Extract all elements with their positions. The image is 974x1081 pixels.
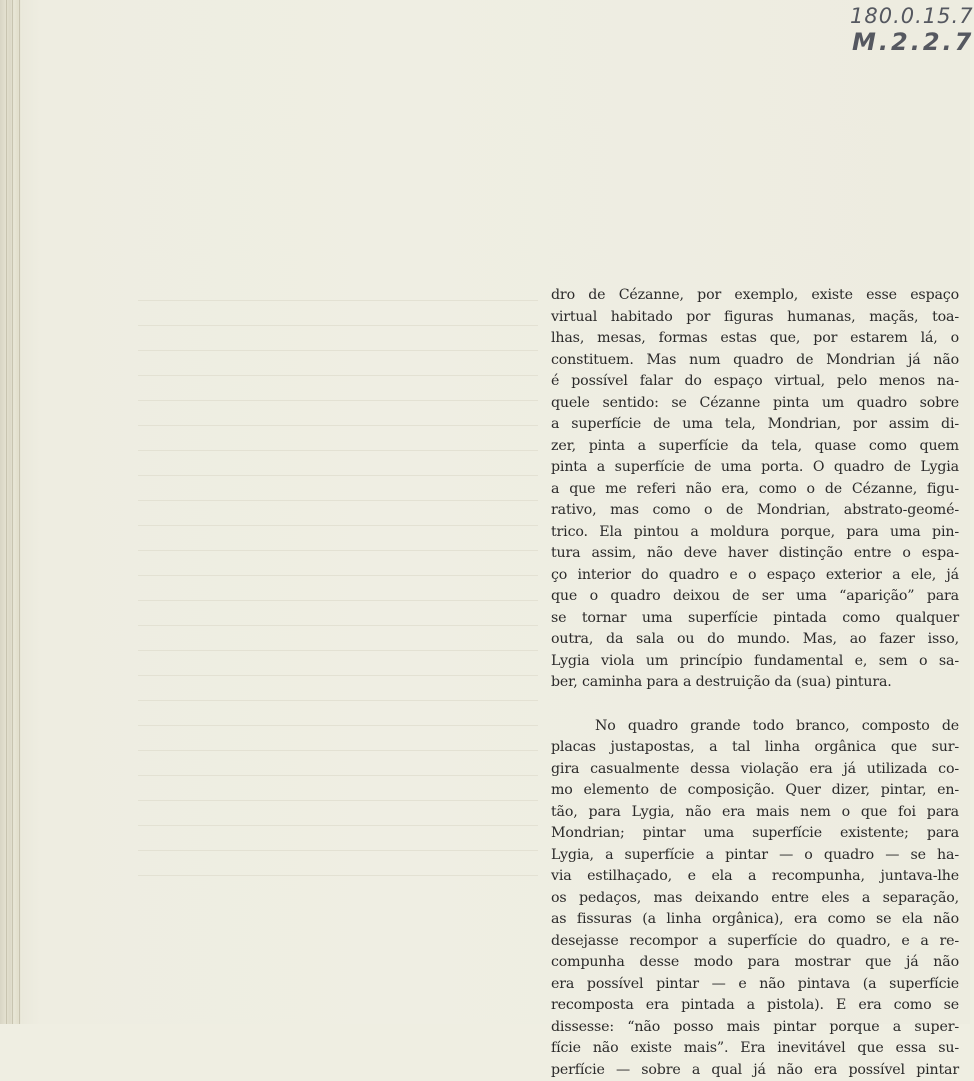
text-line: desejasse recompor a superfície do quadro, e a re- — [551, 931, 959, 953]
text-line: gira casualmente dessa violação era já utilizada co- — [551, 759, 959, 781]
article-text-column — [551, 285, 959, 1081]
text-line: pinta a superfície de uma porta. O quadro de Lygia — [551, 457, 959, 479]
binding-crease — [6, 0, 7, 1024]
text-line: mo elemento de composição. Quer dizer, pintar, en- — [551, 780, 959, 802]
handwritten-shelf-mark: M.2.2.7 — [852, 28, 974, 56]
text-line: via estilhaçado, e ela a recompunha, juntava-lhe — [551, 866, 959, 888]
paragraph-gap — [551, 694, 959, 716]
text-line: Lygia, a superfície a pintar — o quadro — se ha- — [551, 845, 959, 867]
text-line: Mondrian; pintar uma superfície existente; para — [551, 823, 959, 845]
text-line: Lygia viola um princípio fundamental e, sem o sa- — [551, 651, 959, 673]
bleed-through-text-lines — [138, 300, 538, 900]
text-line: fície não existe mais”. Era inevitável que essa su- — [551, 1038, 959, 1060]
text-line: recomposta era pintada a pistola). E era como se — [551, 995, 959, 1017]
text-line: zer, pinta a superfície da tela, quase como quem — [551, 436, 959, 458]
text-line: que o quadro deixou de ser uma “aparição” para — [551, 586, 959, 608]
text-line: placas justapostas, a tal linha orgânica que sur- — [551, 737, 959, 759]
text-line: ço interior do quadro e o espaço exterior a ele, já — [551, 565, 959, 587]
text-line: é possível falar do espaço virtual, pelo menos na- — [551, 371, 959, 393]
text-line: se tornar uma superfície pintada como qualquer — [551, 608, 959, 630]
binding-crease — [19, 0, 20, 1024]
text-line: dissesse: “não posso mais pintar porque a super- — [551, 1017, 959, 1039]
text-line: era possível pintar — e não pintava (a superfície — [551, 974, 959, 996]
handwritten-catalog-number: 180.0.15.7 — [850, 4, 974, 28]
text-line: outra, da sala ou do mundo. Mas, ao fazer isso, — [551, 629, 959, 651]
text-line: rativo, mas como o de Mondrian, abstrato-geomé- — [551, 500, 959, 522]
paragraph-1 — [551, 285, 959, 694]
text-line: a superfície de uma tela, Mondrian, por assim di- — [551, 414, 959, 436]
binding-crease — [12, 0, 13, 1024]
text-line: virtual habitado por figuras humanas, maçãs, toa- — [551, 307, 959, 329]
text-line: os pedaços, mas deixando entre eles a separação, — [551, 888, 959, 910]
text-line: compunha desse modo para mostrar que já não — [551, 952, 959, 974]
text-line: ber, caminha para a destruição da (sua) pintura. — [551, 672, 959, 694]
paragraph-2 — [551, 716, 959, 1081]
text-line: constituem. Mas num quadro de Mondrian já não — [551, 350, 959, 372]
text-line: quele sentido: se Cézanne pinta um quadro sobre — [551, 393, 959, 415]
text-line: perfície — sobre a qual já não era possível pintar — [551, 1060, 959, 1081]
text-line: tão, para Lygia, não era mais nem o que foi para — [551, 802, 959, 824]
text-line: a que me referi não era, como o de Cézanne, figu- — [551, 479, 959, 501]
text-line: as fissuras (a linha orgânica), era como se ela não — [551, 909, 959, 931]
text-line: tura assim, não deve haver distinção entre o espa- — [551, 543, 959, 565]
text-line: trico. Ela pintou a moldura porque, para uma pin- — [551, 522, 959, 544]
text-line: No quadro grande todo branco, composto de — [551, 716, 959, 738]
text-line: dro de Cézanne, por exemplo, existe esse espaço — [551, 285, 959, 307]
text-line: lhas, mesas, formas estas que, por estarem lá, o — [551, 328, 959, 350]
